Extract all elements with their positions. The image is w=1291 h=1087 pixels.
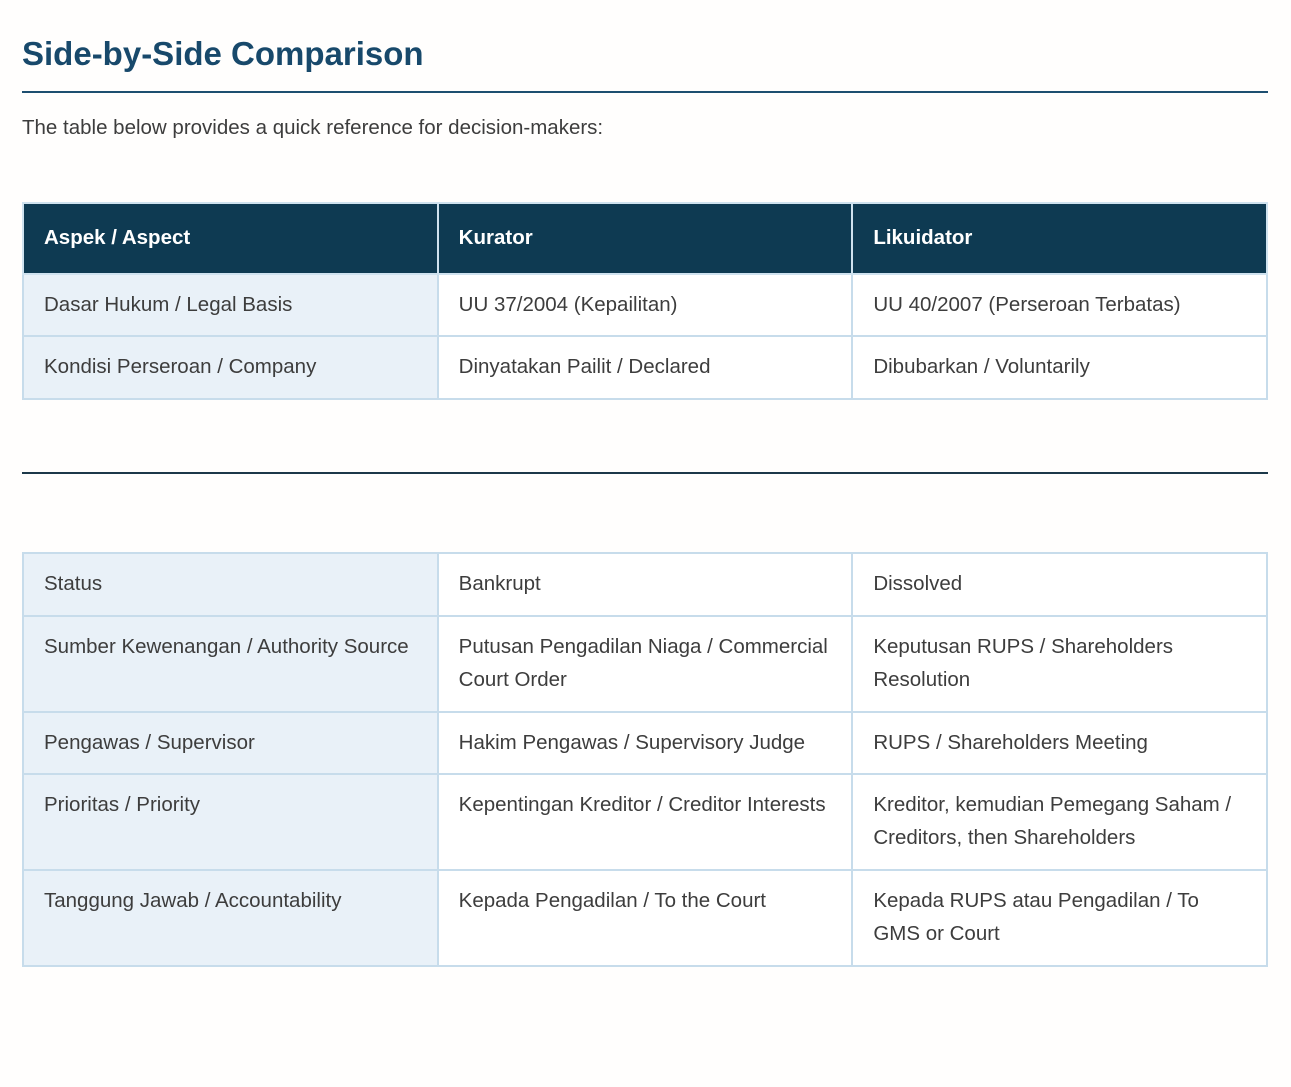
table-row [23, 712, 1267, 775]
header-cell-kurator: Kurator [438, 203, 853, 274]
kurator-cell: UU 37/2004 (Kepailitan) [438, 274, 853, 337]
likuidator-cell: UU 40/2007 (Perseroan Terbatas) [852, 274, 1267, 337]
likuidator-cell: Dissolved [852, 553, 1267, 616]
comparison-table-top [22, 202, 1268, 400]
row-label-cell: Sumber Kewenangan / Authority Source [23, 616, 438, 712]
table-row [23, 774, 1267, 870]
likuidator-cell: Kreditor, kemudian Pemegang Saham / Creditors, then Shareholders [852, 774, 1267, 870]
header-cell-likuidator: Likuidator [852, 203, 1267, 274]
likuidator-cell: RUPS / Shareholders Meeting [852, 712, 1267, 775]
table-header-row [23, 203, 1267, 274]
table-row [23, 870, 1267, 966]
kurator-cell: Putusan Pengadilan Niaga / Commercial Court Order [438, 616, 853, 712]
intro-paragraph: The table below provides a quick reference for decision-makers: [22, 116, 604, 140]
likuidator-cell: Keputusan RUPS / Shareholders Resolution [852, 616, 1267, 712]
table-row [23, 336, 1267, 399]
table-row [23, 274, 1267, 337]
table-row [23, 616, 1267, 712]
page-title: Side-by-Side Comparison [22, 33, 1268, 93]
kurator-cell: Kepada Pengadilan / To the Court [438, 870, 853, 966]
header-cell-aspect: Aspek / Aspect [23, 203, 438, 274]
row-label-cell: Tanggung Jawab / Accountability [23, 870, 438, 966]
likuidator-cell: Dibubarkan / Voluntarily [852, 336, 1267, 399]
kurator-cell: Dinyatakan Pailit / Declared [438, 336, 853, 399]
comparison-table-bottom [22, 552, 1268, 966]
row-label-cell: Dasar Hukum / Legal Basis [23, 274, 438, 337]
table-row [23, 553, 1267, 616]
row-label-cell: Prioritas / Priority [23, 774, 438, 870]
kurator-cell: Bankrupt [438, 553, 853, 616]
likuidator-cell: Kepada RUPS atau Pengadilan / To GMS or Court [852, 870, 1267, 966]
section-divider [22, 472, 1268, 474]
kurator-cell: Kepentingan Kreditor / Creditor Interests [438, 774, 853, 870]
row-label-cell: Kondisi Perseroan / Company [23, 336, 438, 399]
kurator-cell: Hakim Pengawas / Supervisory Judge [438, 712, 853, 775]
row-label-cell: Pengawas / Supervisor [23, 712, 438, 775]
row-label-cell: Status [23, 553, 438, 616]
